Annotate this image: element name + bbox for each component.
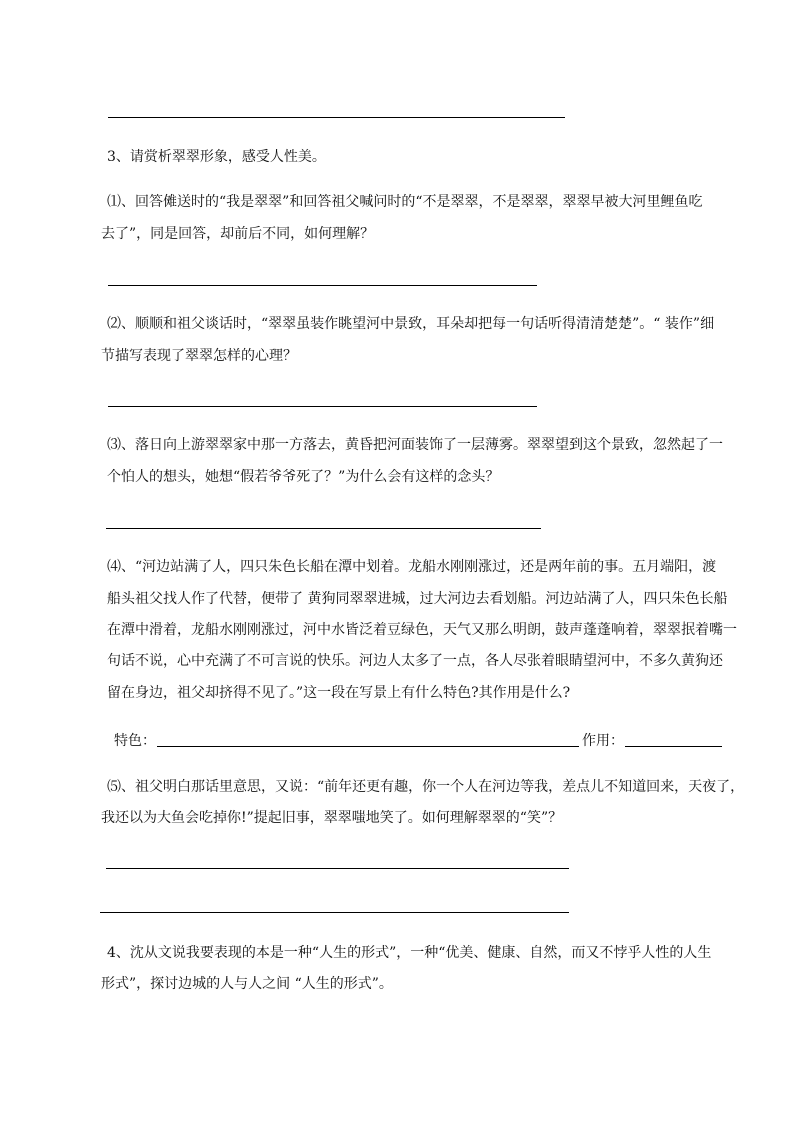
effect-label: 作用： <box>582 733 624 749</box>
question-3-4-line-4: 句话不说，心中充满了不可言说的快乐。河边人太多了一点，各人尽张着眼睛望河中，不多久黄狗还 <box>107 653 723 669</box>
question-3-2-line-1: ⑵、顺顺和祖父谈话时，“翠翠虽装作眺望河中景致，耳朵却把每一句话听得清清楚楚”。“ 装作”细 <box>107 316 715 332</box>
effect-answer-line[interactable] <box>625 746 722 747</box>
answer-line-3-5-a[interactable] <box>106 868 569 869</box>
answer-line-3-3[interactable] <box>106 528 541 529</box>
question-3-5-line-1: ⑸、祖父明白那话里意思，又说：“前年还更有趣，你一个人在河边等我，差点儿不知道回来，天夜了， <box>107 779 745 795</box>
question-3-1-line-2: 去了”，同是回答，却前后不同，如何理解？ <box>101 226 375 242</box>
question-3-1-line-1: ⑴、回答傩送时的“我是翠翠”和回答祖父喊问时的“不是翠翠，不是翠翠，翠翠早被大河里鲤鱼吃 <box>107 194 703 210</box>
answer-line-top[interactable] <box>108 117 565 118</box>
question-3-4-line-2: 船头祖父找人作了代替，便带了 黄狗同翠翠进城，过大河边去看划船。河边站满了人，四只朱色长船 <box>107 591 728 607</box>
question-3-heading: 3、请赏析翠翠形象，感受人性美。 <box>107 149 326 165</box>
feature-answer-line[interactable] <box>157 746 579 747</box>
question-3-5-line-2: 我还以为大鱼会吃掉你!”提起旧事，翠翠嗤地笑了。如何理解翠翠的“笑”？ <box>101 810 563 826</box>
answer-line-3-5-b[interactable] <box>100 912 569 913</box>
answer-line-3-1[interactable] <box>108 285 537 286</box>
question-3-3-line-2: 个怕人的想头，她想“假若爷爷死了？”为什么会有这样的念头？ <box>107 469 500 485</box>
question-3-4-line-5: 留在身边，祖父却挤得不见了。”这一段在写景上有什么特色?其作用是什么? <box>107 685 571 701</box>
question-3-3-line-1: ⑶、落日向上游翠翠家中那一方落去，黄昏把河面装饰了一层薄雾。翠翠望到这个景致，忽然起了一 <box>107 437 723 453</box>
answer-line-3-2[interactable] <box>108 406 537 407</box>
question-4-line-1: 4、沈从文说我要表现的本是一种“人生的形式”，一种“优美、健康、自然，而又不悖乎人性的人生 <box>107 945 712 961</box>
question-3-2-line-2: 节描写表现了翠翠怎样的心理？ <box>101 348 297 364</box>
question-4-line-2: 形式”，探讨边城的人与人之间 “人生的形式”。 <box>101 976 393 992</box>
question-3-4-line-1: ⑷、“河边站满了人，四只朱色长船在潭中划着。龙船水刚刚涨过，还是两年前的事。五月端阳，渡 <box>107 559 717 575</box>
question-3-4-line-3: 在潭中滑着，龙船水刚刚涨过，河中水皆泛着豆绿色，天气又那么明朗，鼓声蓬蓬响着，翠翠抿着嘴一 <box>107 622 737 638</box>
feature-label: 特色： <box>114 733 156 749</box>
